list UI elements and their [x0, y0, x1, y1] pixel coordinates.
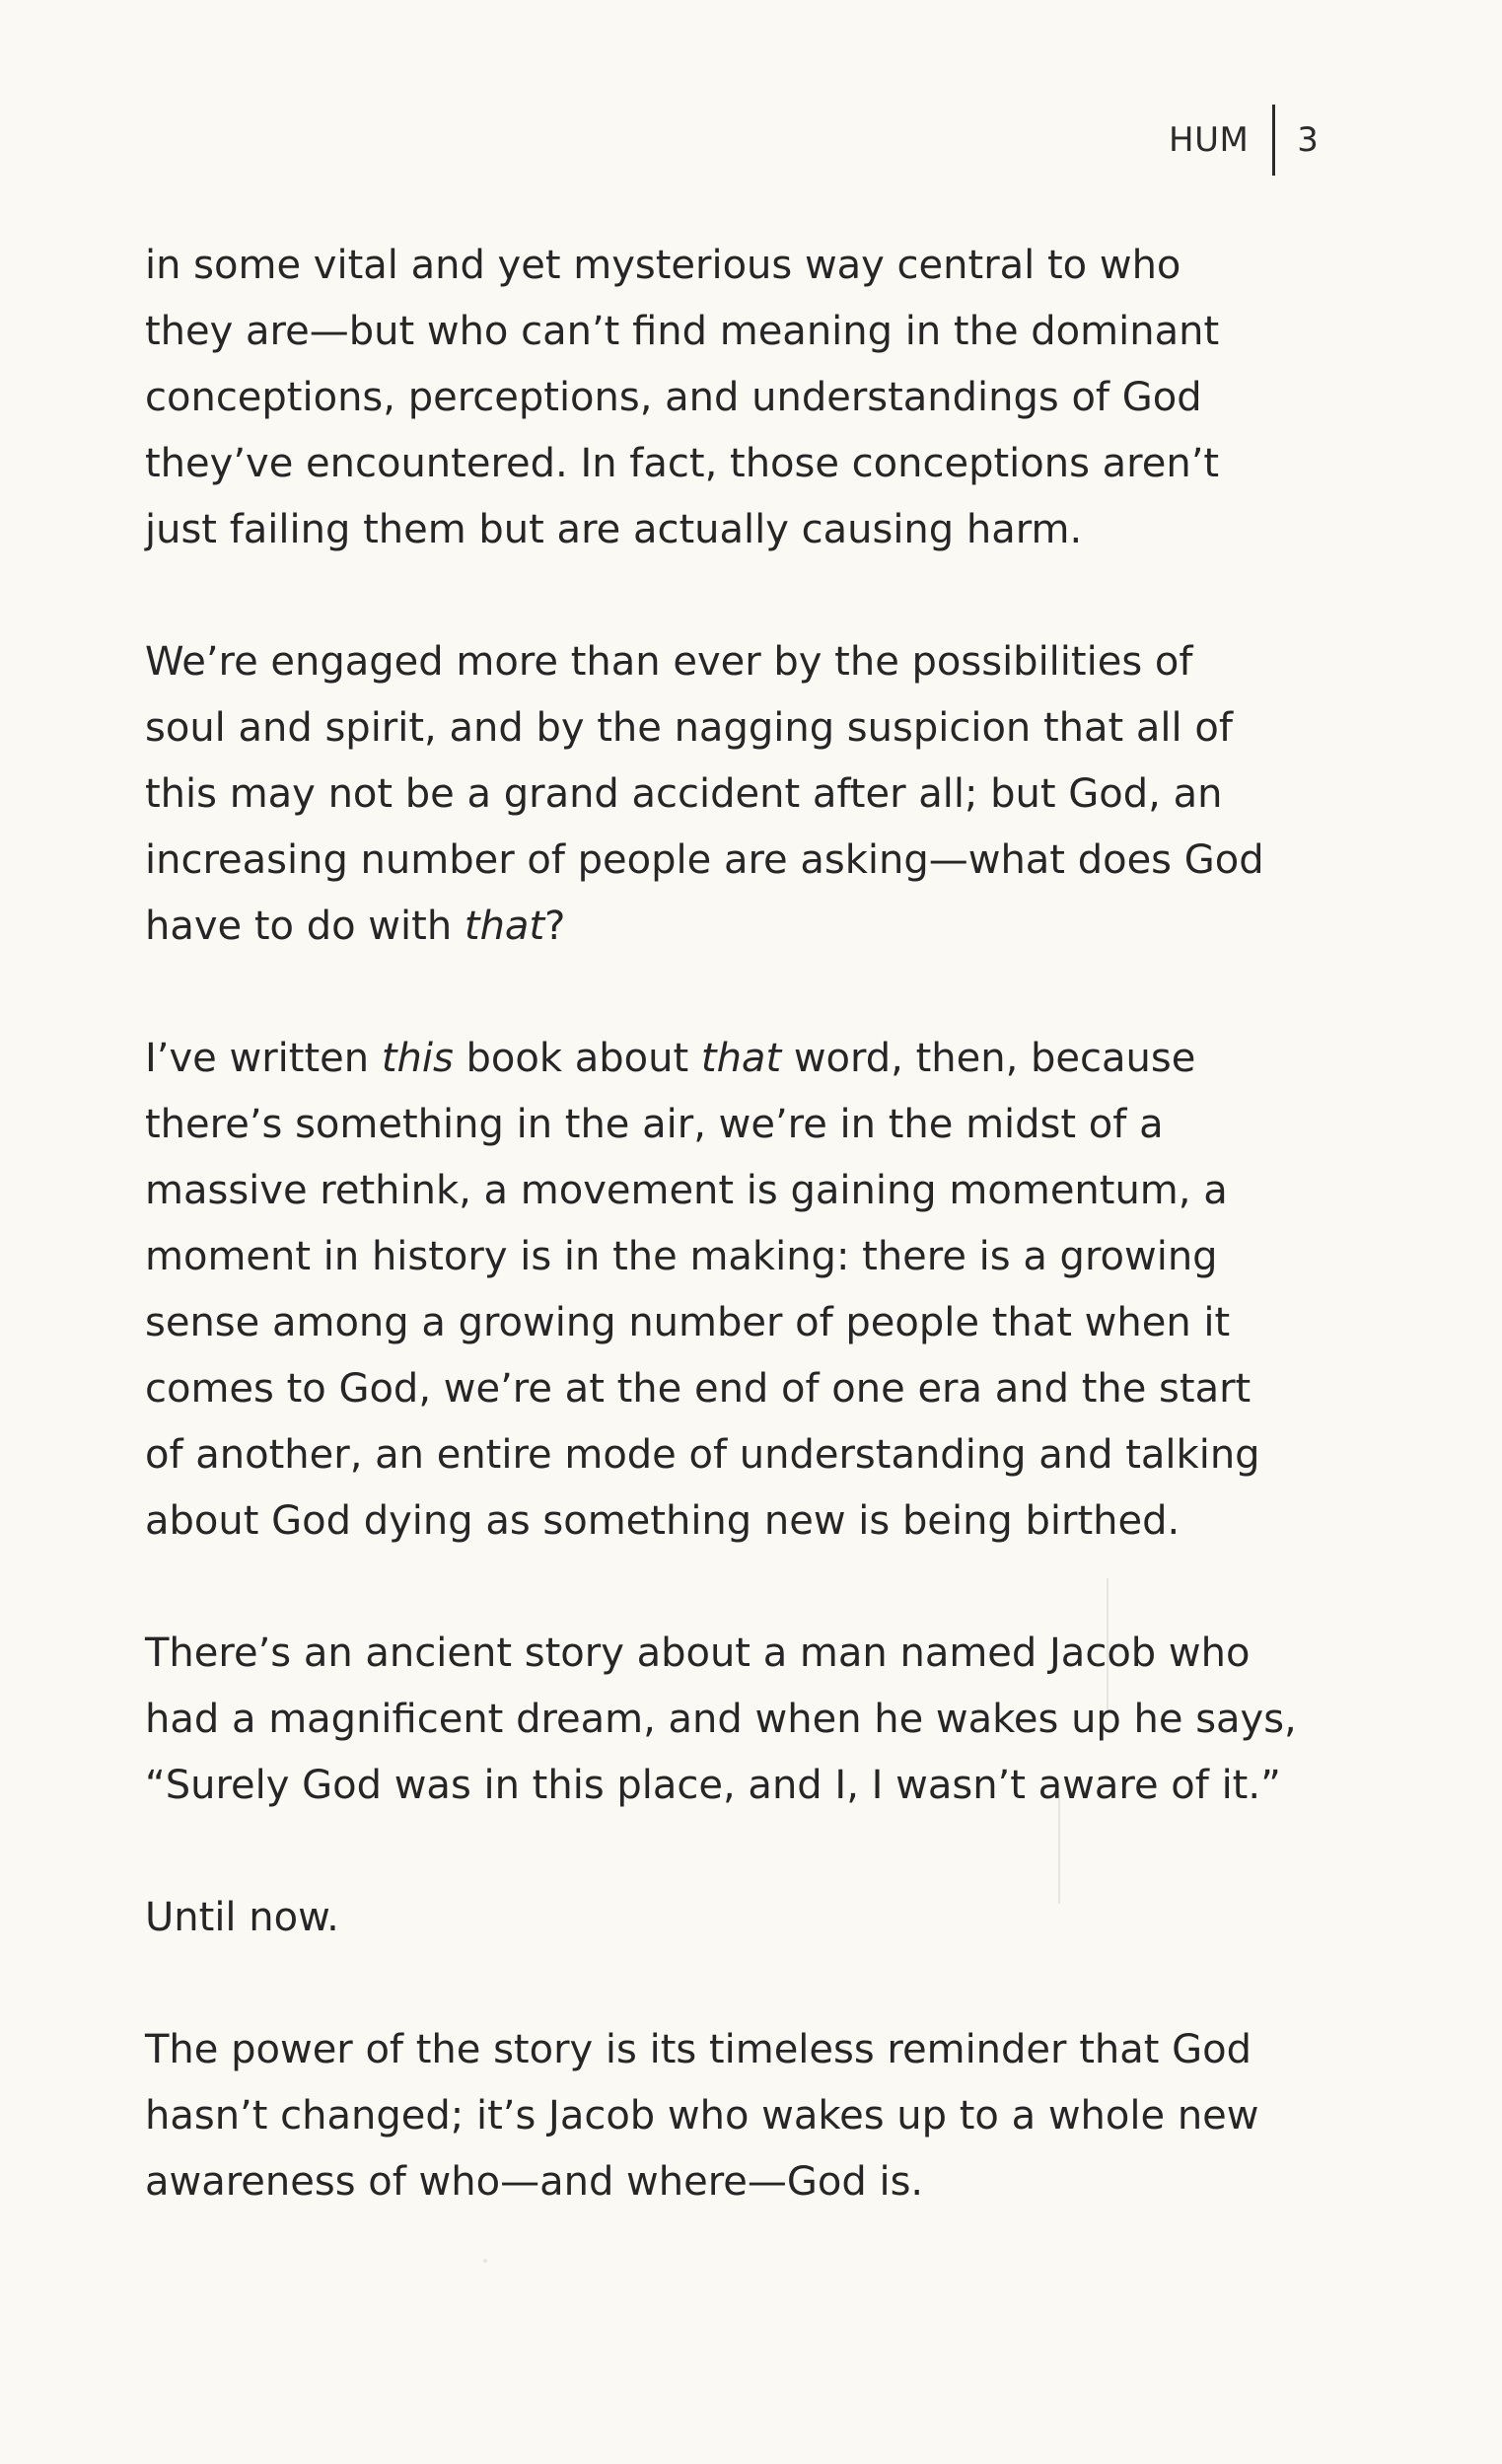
text-segment: have to do with	[145, 904, 465, 949]
text-segment: soul and spirit, and by the nagging suspicion that all of	[145, 705, 1233, 751]
text-line	[145, 1026, 1388, 1092]
running-title: HUM	[1169, 120, 1250, 160]
text-line	[145, 2083, 1388, 2149]
italic-text: this	[381, 1036, 454, 1081]
page-number: 3	[1297, 120, 1320, 160]
text-line	[145, 1092, 1388, 1158]
scan-artifact	[483, 2259, 487, 2263]
text-segment: sense among a growing number of people that when it	[145, 1300, 1231, 1345]
paragraph	[145, 2017, 1388, 2215]
text-line	[145, 497, 1388, 563]
text-line	[145, 1621, 1388, 1687]
text-line	[145, 365, 1388, 431]
text-line	[145, 1356, 1388, 1422]
scan-artifact	[1107, 1578, 1109, 1716]
text-segment: I’ve written	[145, 1036, 382, 1081]
paragraph	[145, 1621, 1388, 1819]
paragraph	[145, 1026, 1388, 1555]
text-line	[145, 1422, 1388, 1488]
text-segment: awareness of who—and where—God is.	[145, 2159, 924, 2205]
text-line	[145, 1753, 1388, 1819]
text-segment: this may not be a grand accident after all; but God, an	[145, 771, 1223, 817]
text-segment: word, then, because	[781, 1036, 1196, 1081]
text-line	[145, 1158, 1388, 1224]
text-segment: There’s an ancient story about a man named Jacob who	[145, 1631, 1251, 1676]
text-line	[145, 629, 1388, 695]
header-divider	[1272, 105, 1275, 176]
text-segment: Until now.	[145, 1895, 339, 1940]
text-segment: hasn’t changed; it’s Jacob who wakes up to a whole new	[145, 2093, 1259, 2138]
text-segment: they are—but who can’t find meaning in the dominant	[145, 309, 1220, 354]
text-segment: moment in history is in the making: there is a growing	[145, 1234, 1218, 1279]
text-line	[145, 1224, 1388, 1290]
text-line	[145, 233, 1388, 299]
paragraph	[145, 629, 1388, 960]
text-segment: increasing number of people are asking—what does God	[145, 837, 1264, 883]
text-segment: massive rethink, a movement is gaining momentum, a	[145, 1168, 1228, 1213]
text-segment: just failing them but are actually causing harm.	[145, 507, 1083, 552]
text-segment: conceptions, perceptions, and understandings of God	[145, 375, 1202, 420]
text-segment: The power of the story is its timeless reminder that God	[145, 2027, 1252, 2072]
text-line	[145, 1687, 1388, 1753]
scan-artifact	[1058, 1795, 1060, 1904]
text-segment: comes to God, we’re at the end of one era and the start	[145, 1366, 1252, 1412]
text-line	[145, 761, 1388, 828]
text-segment: ?	[544, 904, 566, 949]
text-line	[145, 1290, 1388, 1356]
text-line	[145, 695, 1388, 761]
paragraph	[145, 1885, 1388, 1951]
running-header	[1169, 110, 1319, 170]
text-segment: had a magnificent dream, and when he wakes up he says,	[145, 1697, 1297, 1742]
italic-text: that	[464, 904, 545, 949]
text-line	[145, 2149, 1388, 2215]
text-segment: of another, an entire mode of understanding and talking	[145, 1432, 1260, 1478]
text-segment: “Surely God was in this place, and I, I wasn’t aware of it.”	[145, 1763, 1281, 1808]
text-line	[145, 431, 1388, 497]
text-line	[145, 299, 1388, 365]
text-segment: book about	[453, 1036, 701, 1081]
text-segment: there’s something in the air, we’re in the midst of a	[145, 1102, 1164, 1147]
text-segment: they’ve encountered. In fact, those conceptions aren’t	[145, 441, 1220, 486]
italic-text: that	[700, 1036, 782, 1081]
text-line	[145, 1885, 1388, 1951]
text-line	[145, 828, 1388, 894]
text-line	[145, 2017, 1388, 2083]
text-line	[145, 1488, 1388, 1555]
body-text	[145, 233, 1388, 2282]
text-segment: about God dying as something new is being birthed.	[145, 1498, 1180, 1544]
text-line	[145, 894, 1388, 960]
text-segment: We’re engaged more than ever by the possibilities of	[145, 639, 1193, 685]
text-segment: in some vital and yet mysterious way central to who	[145, 243, 1181, 288]
paragraph	[145, 233, 1388, 563]
